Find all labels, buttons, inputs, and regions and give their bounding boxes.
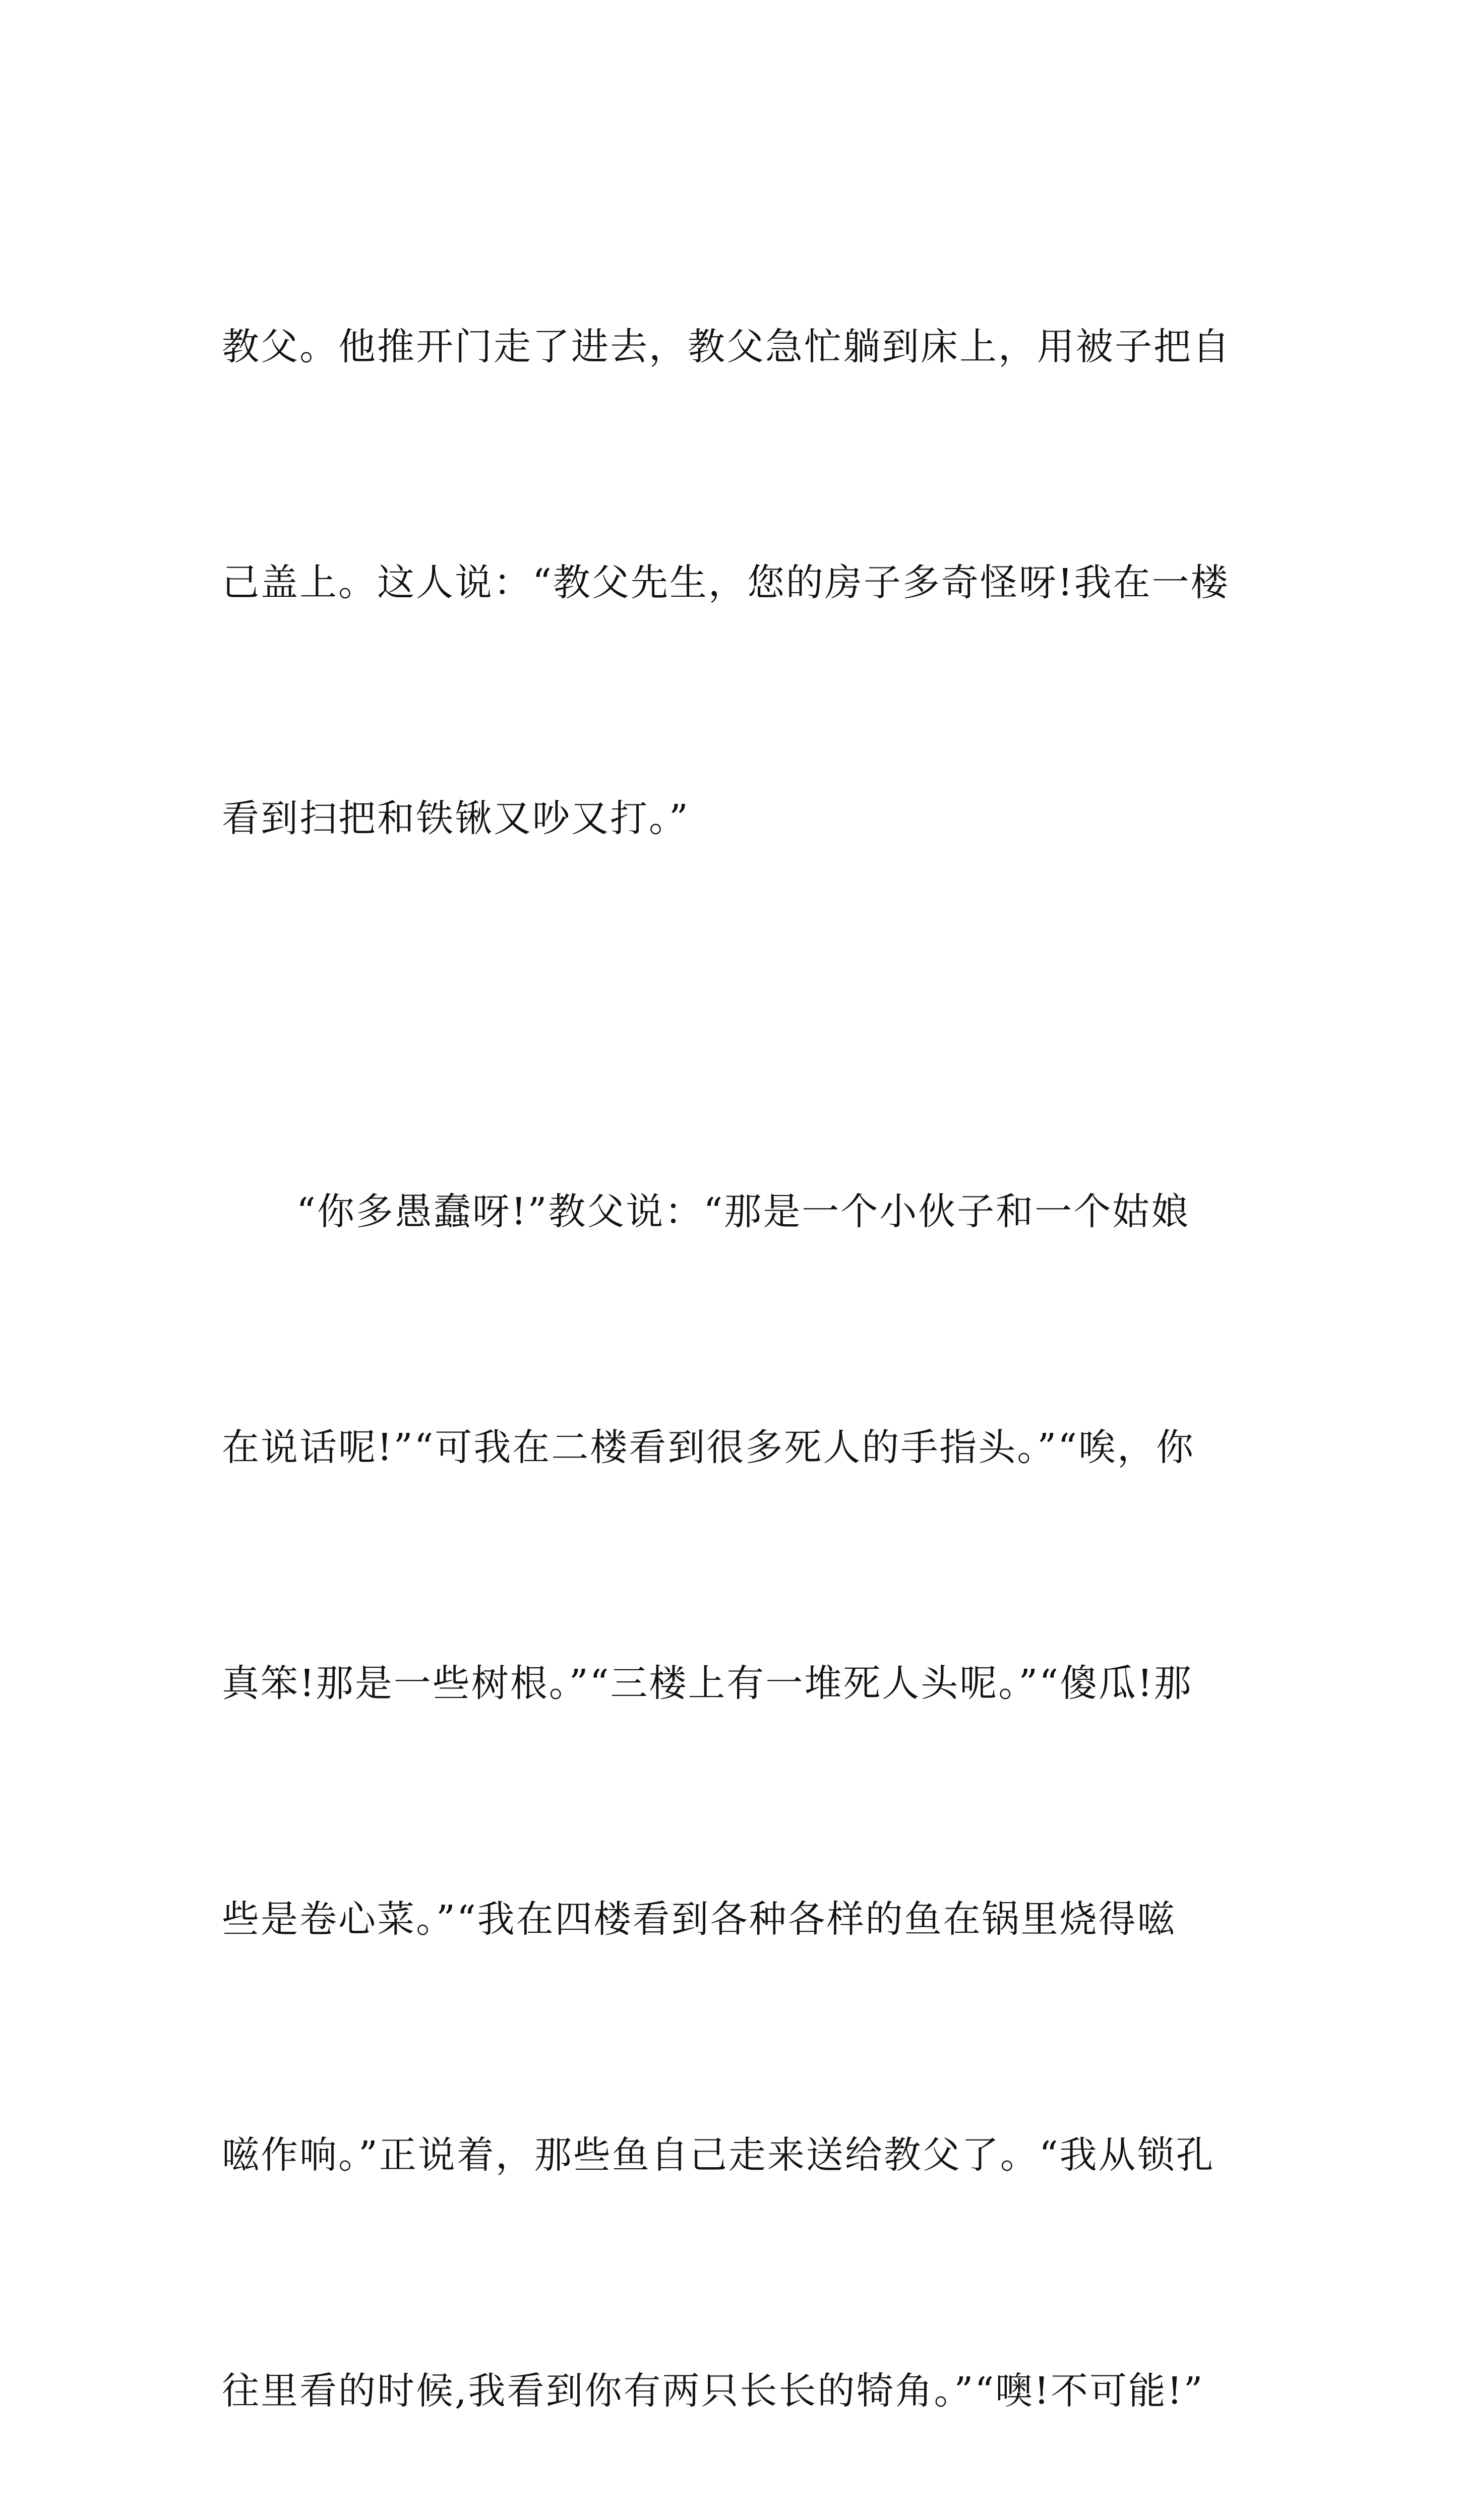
text-line: 教父。他推开门走了进去，教父急忙躺到床上，用被子把自 [222,325,1231,368]
body-text [222,150,1260,2520]
text-line: 己盖上。这人说：“教父先生，您的房子多奇怪呀!我在一楼 [222,561,1230,604]
paragraph-1 [222,150,1260,1015]
text-line: 在说话呢!”“可我在二楼看到很多死人的手指头。”“唉，你 [222,1426,1195,1469]
text-line: 看到扫把和铁锹又吵又打。” [222,797,690,840]
text-line: 些是卷心菜。”“我在四楼看到各种各样的鱼在锅里烧得嗞 [222,1898,1176,1941]
text-line: “你多愚蠢呀!”教父说：“那是一个小伙子和一个姑娘 [296,1190,1190,1233]
paragraph-2 [222,1015,1260,2520]
text-line: 嗞作响。”正说着，那些鱼自己走来送给教父了。“我从锁孔 [222,2133,1215,2177]
text-line: 往里看的时候,我看到你有两只长长的犄角。”“噢!不可能!” [222,2369,1204,2413]
text-line: 真笨!那是一些树根。”“三楼上有一堆死人头呢。”“傻瓜!那 [222,1662,1193,1705]
